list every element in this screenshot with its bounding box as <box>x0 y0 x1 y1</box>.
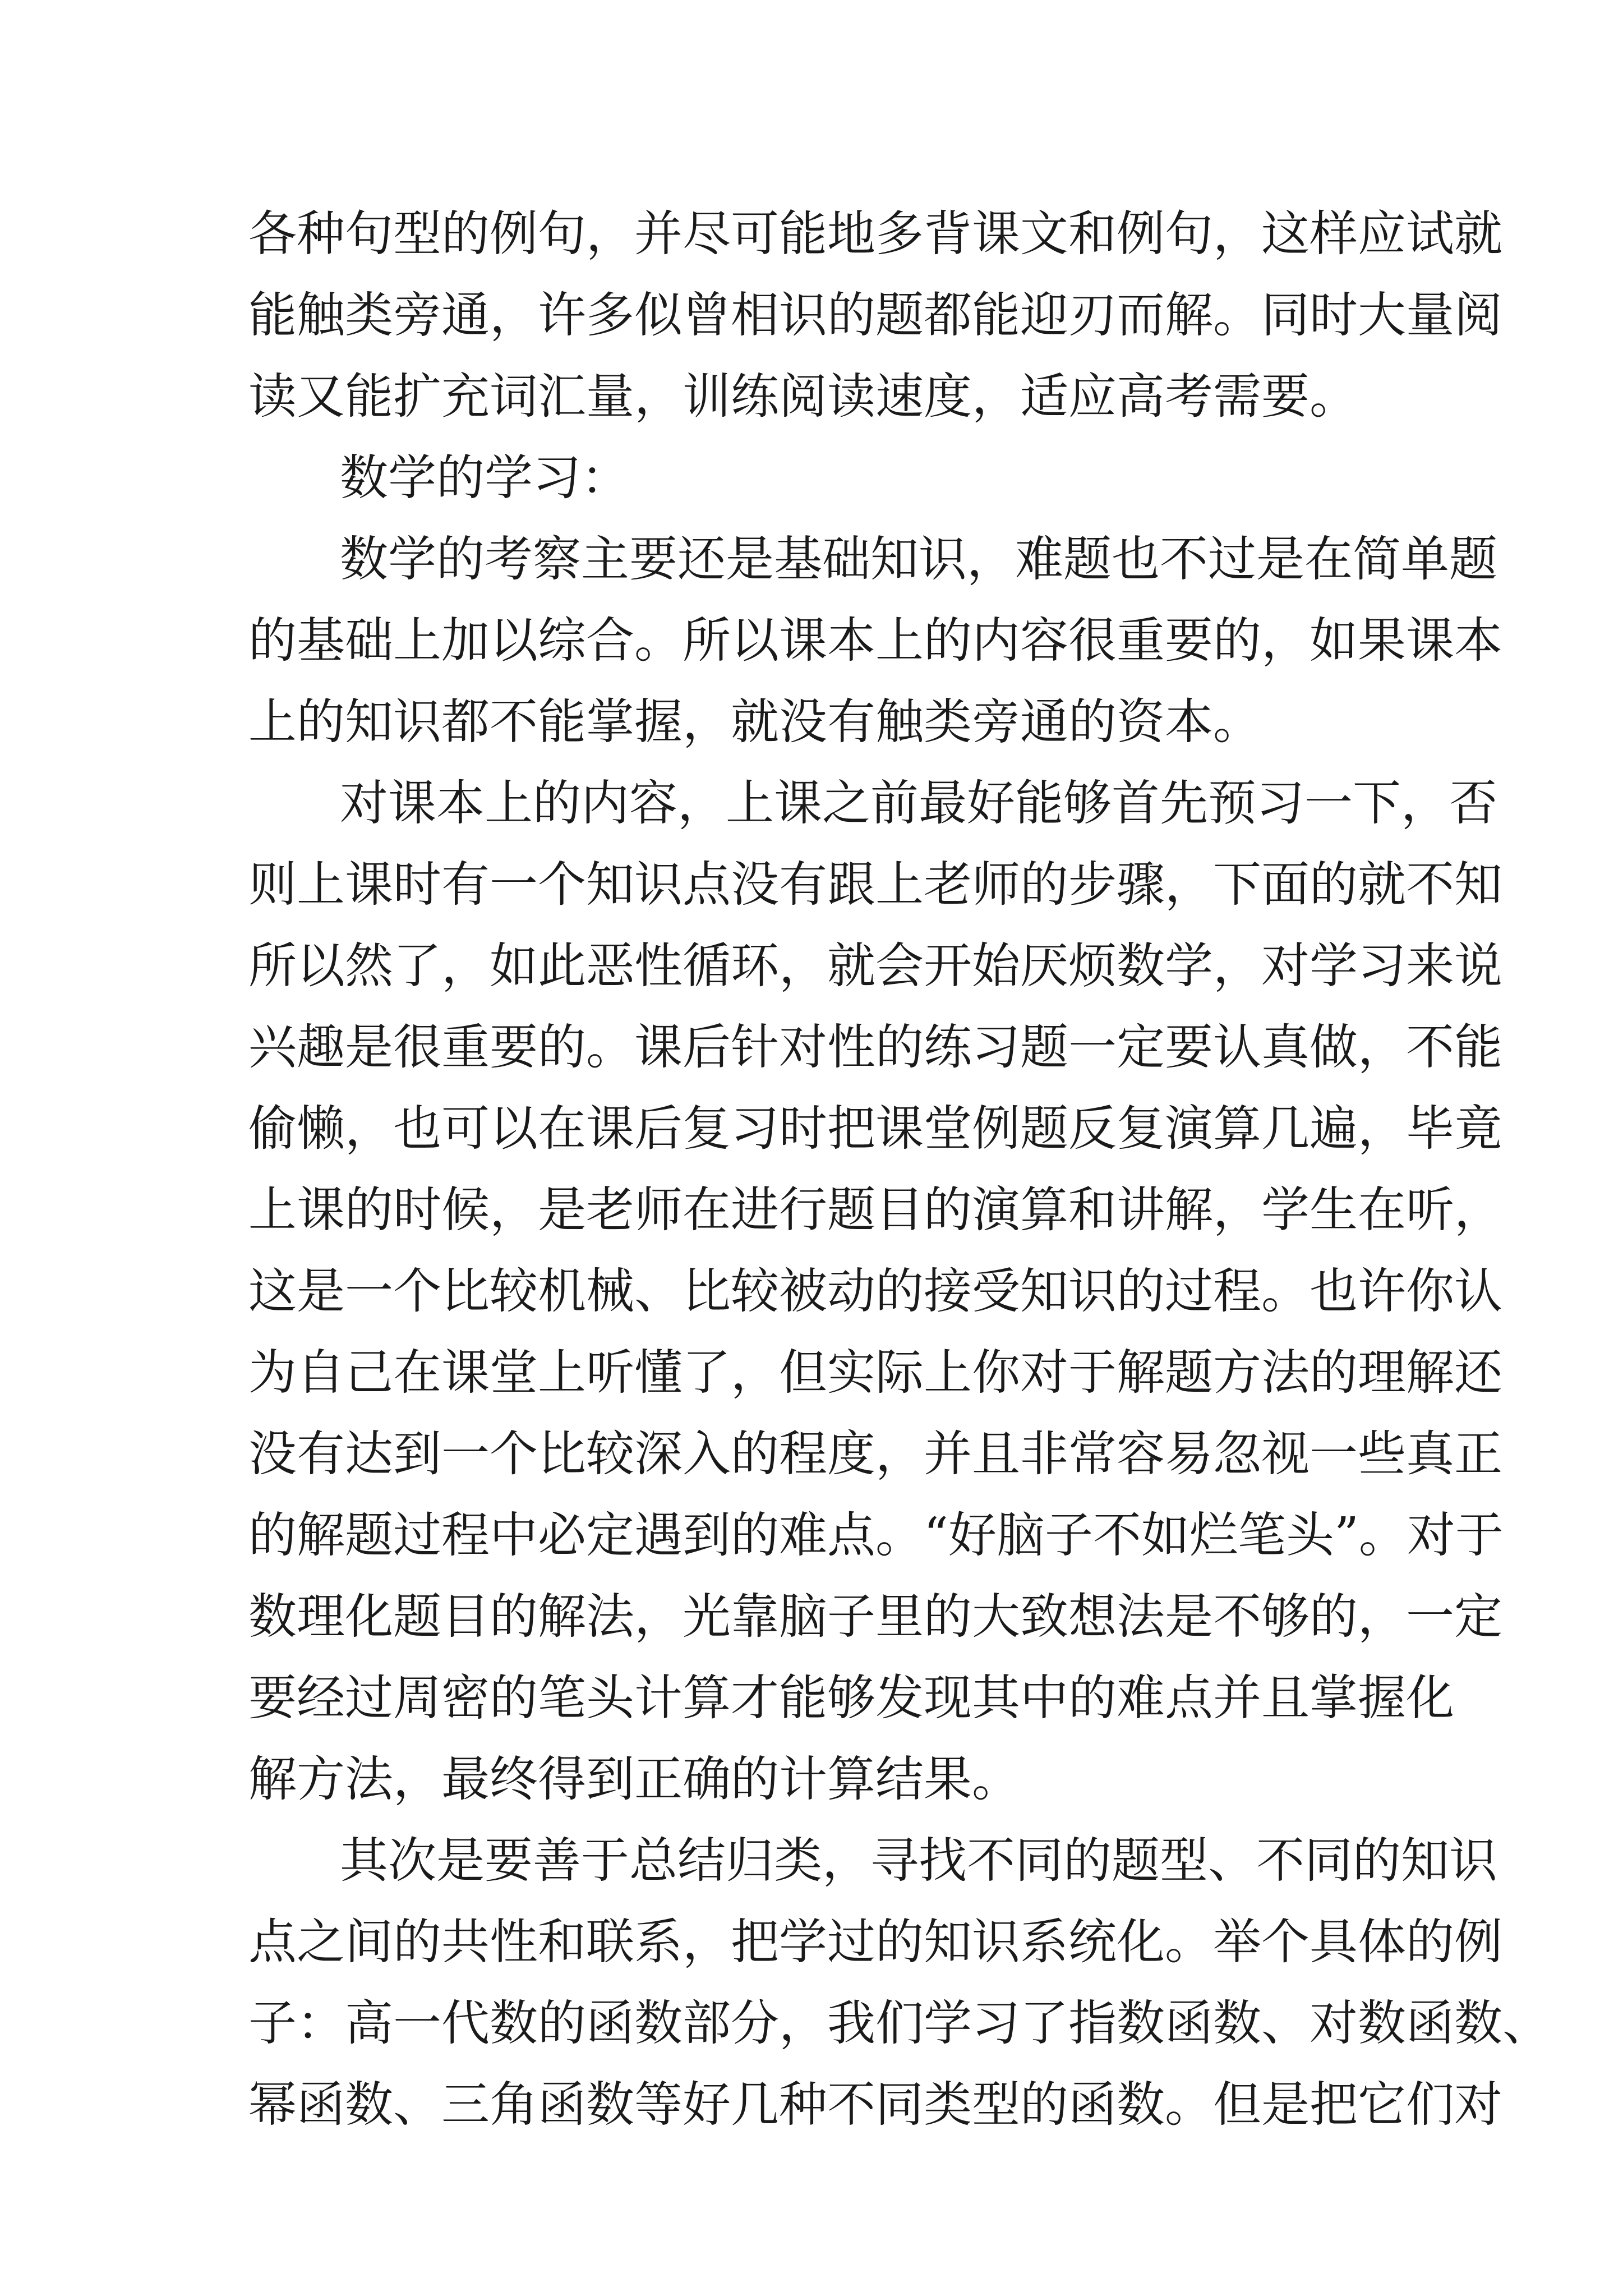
text-line: 为自己在课堂上听懂了，但实际上你对于解题方法的理解还 <box>248 1345 1502 1401</box>
text-line: 读又能扩充词汇量，训练阅读速度，适应高考需要。 <box>248 369 1358 425</box>
text-line: 则上课时有一个知识点没有跟上老师的步骤，下面的就不知 <box>248 857 1502 913</box>
text-line: 点之间的共性和联系，把学过的知识系统化。举个具体的例 <box>248 1914 1502 1970</box>
text-line: 上课的时候，是老师在进行题目的演算和讲解，学生在听， <box>248 1182 1502 1238</box>
text-line: 数学的考察主要还是基础知识，难题也不过是在简单题 <box>340 531 1497 587</box>
text-line: 所以然了，如此恶性循环，就会开始厌烦数学，对学习来说 <box>248 938 1502 994</box>
text-line: 偷懒，也可以在课后复习时把课堂例题反复演算几遍，毕竟 <box>248 1101 1502 1157</box>
text-line: 数理化题目的解法，光靠脑子里的大致想法是不够的，一定 <box>248 1589 1502 1645</box>
text-line: 解方法，最终得到正确的计算结果。 <box>248 1751 1020 1807</box>
text-line: 其次是要善于总结归类，寻找不同的题型、不同的知识 <box>340 1833 1497 1889</box>
text-line: 要经过周密的笔头计算才能够发现其中的难点并且掌握化 <box>248 1670 1454 1726</box>
document-body <box>248 194 1551 2146</box>
text-line: 的基础上加以综合。所以课本上的内容很重要的，如果课本 <box>248 613 1502 669</box>
text-line: 幂函数、三角函数等好几种不同类型的函数。但是把它们对 <box>248 2077 1502 2133</box>
text-line: 各种句型的例句，并尽可能地多背课文和例句，这样应试就 <box>248 206 1502 262</box>
text-line: 兴趣是很重要的。课后针对性的练习题一定要认真做，不能 <box>248 1019 1502 1075</box>
text-line: 的解题过程中必定遇到的难点。“好脑子不如烂笔头”。对于 <box>248 1507 1504 1563</box>
text-line: 子：高一代数的函数部分，我们学习了指数函数、对数函数、 <box>248 1995 1551 2051</box>
text-line: 能触类旁通，许多似曾相识的题都能迎刃而解。同时大量阅 <box>248 287 1502 343</box>
text-line: 没有达到一个比较深入的程度，并且非常容易忽视一些真正 <box>248 1426 1502 1482</box>
text-line: 对课本上的内容，上课之前最好能够首先预习一下，否 <box>340 775 1497 831</box>
text-line: 上的知识都不能掌握，就没有触类旁通的资本。 <box>248 694 1261 750</box>
text-line: 这是一个比较机械、比较被动的接受知识的过程。也许你认 <box>248 1263 1502 1319</box>
section-heading-math: 数学的学习： <box>340 450 629 506</box>
